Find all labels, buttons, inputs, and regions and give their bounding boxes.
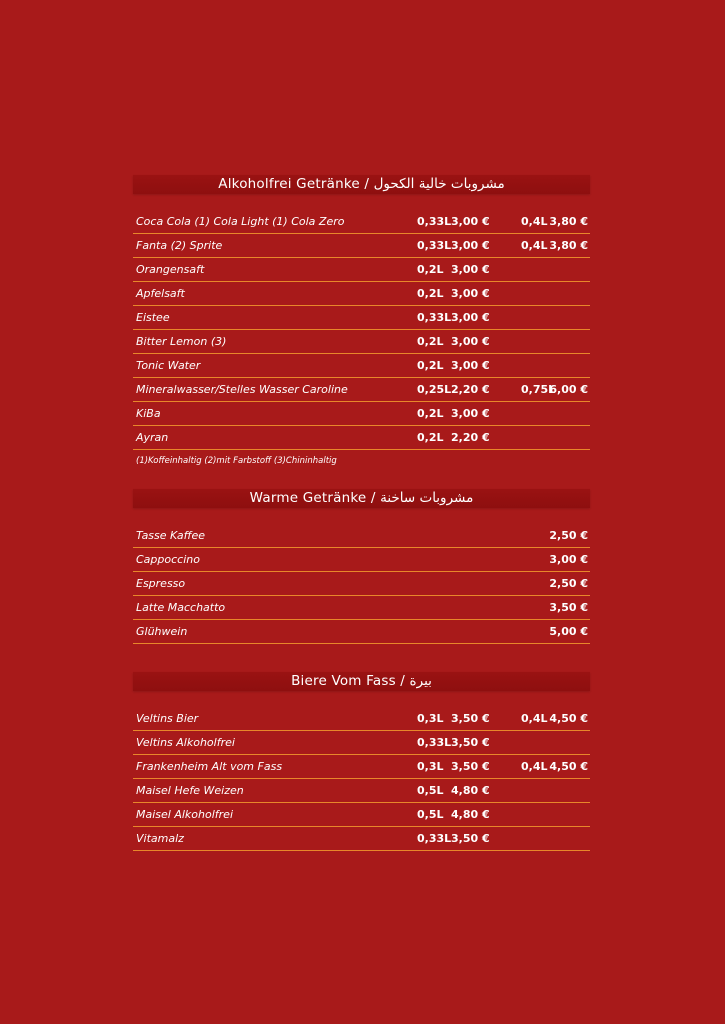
menu-item	[133, 426, 590, 450]
menu-item	[133, 827, 590, 851]
menu-item	[133, 548, 590, 572]
menu-item	[133, 524, 590, 548]
item-volume: 0,3L	[417, 760, 444, 773]
menu-item	[133, 234, 590, 258]
item-price: 3,00 €	[549, 553, 588, 566]
section-alkoholfrei	[133, 175, 590, 466]
item-name: Bitter Lemon (3)	[136, 335, 227, 348]
item-price: 4,80 €	[451, 784, 490, 797]
menu-item	[133, 803, 590, 827]
item-name: Apfelsaft	[136, 287, 185, 300]
item-price: 3,50 €	[451, 712, 490, 725]
item-volume: 0,33L	[417, 832, 452, 845]
section-title: Alkoholfrei Getränke / مشروبات خالية الكحول	[133, 175, 590, 194]
item-price: 3,00 €	[451, 311, 490, 324]
item-price-large: 3,80 €	[549, 239, 588, 252]
item-list	[133, 707, 590, 851]
item-name: Tonic Water	[136, 359, 201, 372]
item-price: 3,50 €	[549, 601, 588, 614]
item-volume-large: 0,4L	[521, 760, 548, 773]
item-volume: 0,33L	[417, 239, 452, 252]
item-volume: 0,2L	[417, 431, 444, 444]
item-name: Maisel Alkoholfrei	[136, 808, 233, 821]
item-list	[133, 524, 590, 644]
item-volume-large: 0,4L	[521, 712, 548, 725]
item-name: Cappoccino	[136, 553, 200, 566]
item-volume-large: 0,75L	[521, 383, 556, 396]
item-volume: 0,2L	[417, 335, 444, 348]
item-price: 3,50 €	[451, 760, 490, 773]
item-price: 2,20 €	[451, 431, 490, 444]
menu-item	[133, 402, 590, 426]
item-price: 3,00 €	[451, 335, 490, 348]
section-warme-getraenke	[133, 489, 590, 644]
menu-item	[133, 210, 590, 234]
item-price: 2,20 €	[451, 383, 490, 396]
section-title: Warme Getränke / مشروبات ساخنة	[133, 489, 590, 508]
item-price: 3,00 €	[451, 263, 490, 276]
item-name: Fanta (2) Sprite	[136, 239, 223, 252]
item-price-large: 3,80 €	[549, 215, 588, 228]
menu-item	[133, 779, 590, 803]
item-price: 3,00 €	[451, 239, 490, 252]
item-volume: 0,2L	[417, 287, 444, 300]
item-name: Espresso	[136, 577, 186, 590]
item-name: Orangensaft	[136, 263, 205, 276]
item-volume: 0,2L	[417, 263, 444, 276]
item-name: Tasse Kaffee	[136, 529, 206, 542]
item-price: 2,50 €	[549, 529, 588, 542]
item-price: 3,50 €	[451, 736, 490, 749]
item-volume: 0,33L	[417, 736, 452, 749]
menu-item	[133, 378, 590, 402]
menu-item	[133, 282, 590, 306]
item-name: Eistee	[136, 311, 170, 324]
menu-item	[133, 707, 590, 731]
item-volume: 0,3L	[417, 712, 444, 725]
section-title: Biere Vom Fass / بيرة	[133, 672, 590, 691]
item-name: KiBa	[136, 407, 161, 420]
item-name: Vitamalz	[136, 832, 184, 845]
item-price-large: 6,00 €	[549, 383, 588, 396]
item-price: 3,00 €	[451, 407, 490, 420]
item-volume: 0,33L	[417, 215, 452, 228]
menu-item	[133, 354, 590, 378]
item-price: 3,00 €	[451, 215, 490, 228]
item-price: 4,80 €	[451, 808, 490, 821]
item-volume-large: 0,4L	[521, 239, 548, 252]
item-price: 5,00 €	[549, 625, 588, 638]
item-price: 3,00 €	[451, 359, 490, 372]
item-volume: 0,33L	[417, 311, 452, 324]
item-volume: 0,5L	[417, 784, 444, 797]
item-volume: 0,2L	[417, 407, 444, 420]
menu-item	[133, 596, 590, 620]
menu-item	[133, 306, 590, 330]
item-name: Veltins Bier	[136, 712, 199, 725]
item-name: Coca Cola (1) Cola Light (1) Cola Zero	[136, 215, 345, 228]
item-volume-large: 0,4L	[521, 215, 548, 228]
item-volume: 0,5L	[417, 808, 444, 821]
menu-item	[133, 572, 590, 596]
item-price: 2,50 €	[549, 577, 588, 590]
item-name: Maisel Hefe Weizen	[136, 784, 244, 797]
item-name: Mineralwasser/Stelles Wasser Caroline	[136, 383, 348, 396]
item-name: Latte Macchatto	[136, 601, 226, 614]
item-name: Veltins Alkoholfrei	[136, 736, 235, 749]
menu-item	[133, 330, 590, 354]
item-volume: 0,25L	[417, 383, 452, 396]
menu-item	[133, 620, 590, 644]
item-list	[133, 210, 590, 450]
item-price-large: 4,50 €	[549, 760, 588, 773]
item-price-large: 4,50 €	[549, 712, 588, 725]
item-name: Ayran	[136, 431, 169, 444]
item-name: Glühwein	[136, 625, 188, 638]
footnote: (1)Koffeinhaltig (2)mit Farbstoff (3)Chininhaltig	[136, 456, 337, 466]
menu-item	[133, 731, 590, 755]
item-volume: 0,2L	[417, 359, 444, 372]
item-price: 3,00 €	[451, 287, 490, 300]
section-biere	[133, 672, 590, 851]
menu-item	[133, 755, 590, 779]
item-name: Frankenheim Alt vom Fass	[136, 760, 283, 773]
item-price: 3,50 €	[451, 832, 490, 845]
menu-item	[133, 258, 590, 282]
